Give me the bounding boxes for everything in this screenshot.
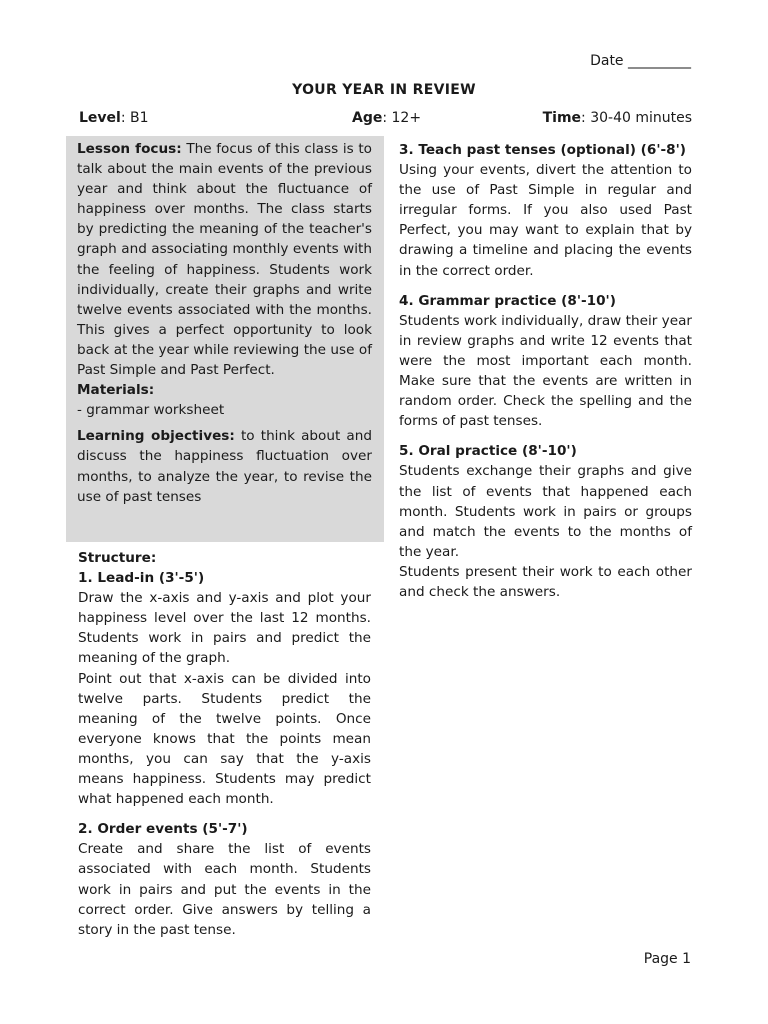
right-column (399, 140, 692, 602)
section-lead-in (78, 568, 371, 809)
lesson-focus-box (66, 136, 384, 542)
section-title: 1. Lead-in (3'-5') (78, 570, 205, 587)
section-paragraph: Students present their work to each other and check the answers. (399, 563, 692, 600)
section-title: 3. Teach past tenses (optional) (6'-8') (399, 142, 686, 158)
materials-label: Materials: (77, 382, 155, 399)
section-title: 2. Order events (5'-7') (78, 821, 248, 838)
level-value: : B1 (120, 110, 149, 126)
age-label: Age (352, 110, 383, 126)
section-order-events (78, 819, 371, 940)
level-info (79, 110, 149, 126)
age-value: : 12+ (382, 110, 422, 126)
lesson-meta (79, 110, 692, 130)
page-number: Page 1 (643, 951, 691, 967)
section-title: 5. Oral practice (8'-10') (399, 443, 577, 460)
date-field: Date _________ (590, 53, 691, 69)
section-teach-past-tenses (399, 140, 692, 281)
objectives-paragraph (77, 426, 372, 506)
objectives-text: to think about and discuss the happiness fluctuation over months, to analyze the year, to revise the use of past tenses (77, 428, 373, 505)
materials-text: - grammar worksheet (77, 402, 225, 419)
time-value: : 30-40 minutes (581, 110, 692, 126)
level-label: Level (79, 110, 121, 126)
time-info (543, 110, 692, 126)
time-label: Time (542, 110, 582, 126)
lesson-focus-text: The focus of this class is to talk about the main events of the previous year and think about the fluctuance of happiness over months. The class starts by predicting the meaning of the teacher's graph and associating monthly events with the feeling of happiness. Students work individually, create their graphs and write twelve events associated with the months. This gives a perfect opportunity to look back at the year while reviewing the use of Past Simple and Past Perfect. (77, 141, 372, 379)
structure-heading: Structure: (78, 550, 157, 566)
lesson-focus-label: Lesson focus: (77, 141, 182, 157)
section-paragraph: Draw the x-axis and y-axis and plot your happiness level over the last 12 months. Students work in pairs and predict the meaning of the graph. (78, 590, 371, 667)
objectives-label: Learning objectives: (77, 428, 235, 445)
section-paragraph: Point out that x-axis can be divided into twelve parts. Students predict the meaning of the twelve points. Once everyone knows that the points mean months, you can say that the y-axis means happiness. Students may predict what happened each month. (78, 670, 371, 808)
section-oral-practice (399, 441, 692, 602)
lesson-focus-paragraph (77, 139, 372, 380)
age-info (352, 110, 421, 126)
section-paragraph: Using your events, divert the attention to the use of Past Simple in regular and irregular forms. If you also used Past Perfect, you may want to explain that by drawing a timeline and placing the events in the correct order. (399, 162, 692, 279)
section-paragraph: Students exchange their graphs and give the list of events that happened each month. Students work in pairs or groups and match the events to the months of the year. (399, 463, 692, 560)
section-grammar-practice (399, 291, 692, 432)
page-title: YOUR YEAR IN REVIEW (292, 82, 476, 98)
section-paragraph: Create and share the list of events associated with each month. Students work in pairs and put the events in the correct order. Give answers by telling a story in the past tense. (78, 841, 371, 938)
section-paragraph: Students work individually, draw their year in review graphs and write 12 events that were the most important each month. Make sure that the events are written in random order. Check the spelling and the forms of past tenses. (399, 312, 692, 430)
left-column (78, 548, 371, 940)
section-title: 4. Grammar practice (8'-10') (399, 292, 616, 309)
